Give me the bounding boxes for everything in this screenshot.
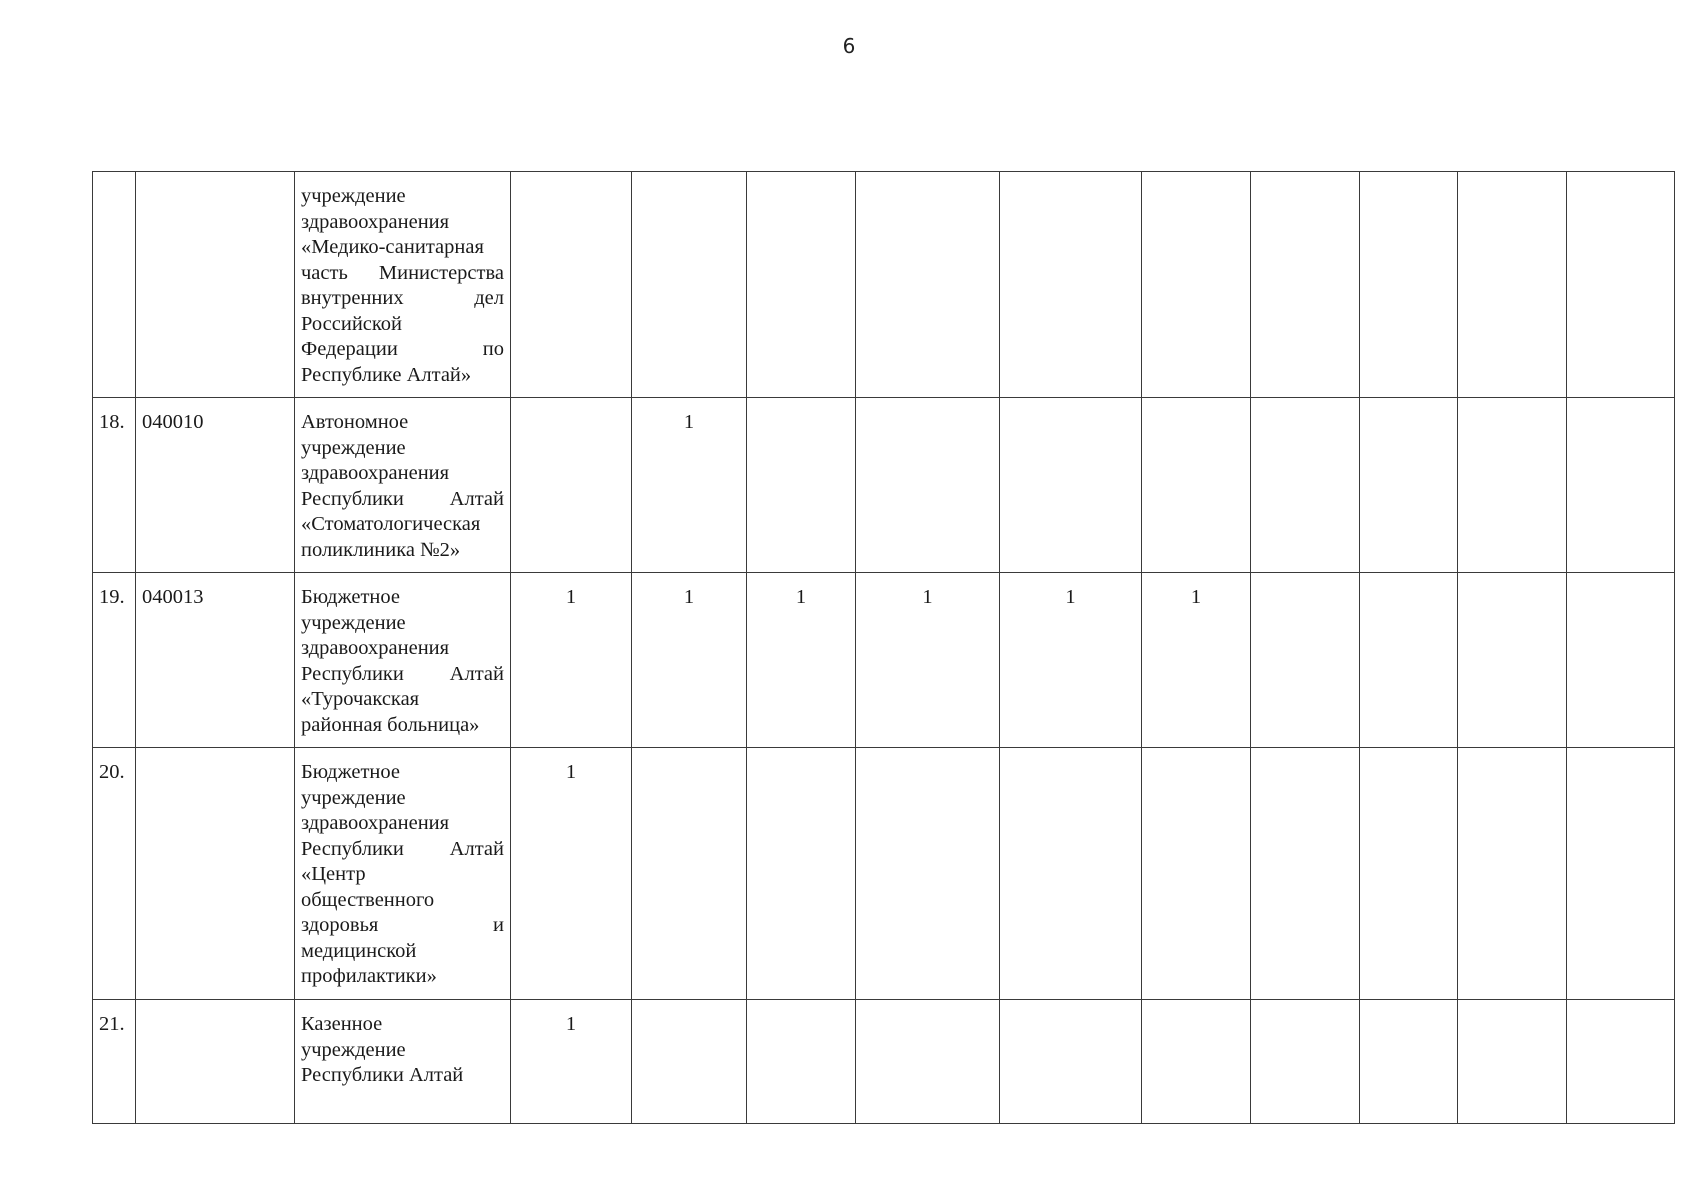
institution-name-line: районная больница» bbox=[301, 713, 480, 736]
institution-name-line: Республики Алтай bbox=[301, 1064, 464, 1086]
institution-name-line: учреждение bbox=[301, 185, 406, 207]
value-cell-col-8 bbox=[1360, 748, 1458, 1000]
table-row bbox=[93, 398, 1675, 573]
value-cell-col-2: 1 bbox=[632, 573, 747, 748]
value-cell-col-7 bbox=[1251, 172, 1360, 398]
institution-name-line: «Центр bbox=[301, 863, 366, 885]
institution-name-line: поликлиника №2» bbox=[301, 538, 461, 561]
value-cell-col-3 bbox=[747, 172, 856, 398]
value-cell-col-4: 1 bbox=[856, 573, 1000, 748]
row-number-cell: 19. bbox=[93, 573, 136, 748]
institution-name-line: Автономное bbox=[301, 411, 409, 433]
value-cell-col-1: 1 bbox=[511, 1000, 632, 1124]
value-cell-col-9 bbox=[1458, 1000, 1567, 1124]
institution-name-line: здоровья и bbox=[301, 914, 504, 936]
institution-name bbox=[301, 585, 504, 738]
value-cell-col-2 bbox=[632, 1000, 747, 1124]
value-cell-col-10 bbox=[1567, 748, 1675, 1000]
institution-name-cell bbox=[295, 573, 511, 748]
institution-name-cell bbox=[295, 398, 511, 573]
value-cell-col-2: 1 bbox=[632, 398, 747, 573]
institution-name-cell bbox=[295, 1000, 511, 1124]
value-cell-col-9 bbox=[1458, 748, 1567, 1000]
value-cell-col-8 bbox=[1360, 1000, 1458, 1124]
value-cell-col-1: 1 bbox=[511, 573, 632, 748]
institution-name-line: Казенное bbox=[301, 1013, 383, 1035]
institution-name bbox=[301, 410, 504, 563]
value-cell-col-2 bbox=[632, 748, 747, 1000]
value-cell-col-10 bbox=[1567, 1000, 1675, 1124]
value-cell-col-3 bbox=[747, 398, 856, 573]
page-number: 6 bbox=[842, 34, 856, 58]
institution-name-line: внутренних дел bbox=[301, 287, 504, 309]
value-cell-col-6: 1 bbox=[1142, 573, 1251, 748]
value-cell-col-4 bbox=[856, 748, 1000, 1000]
institution-name-line: Республике Алтай» bbox=[301, 363, 472, 386]
value-cell-col-3: 1 bbox=[747, 573, 856, 748]
value-cell-col-4 bbox=[856, 1000, 1000, 1124]
value-cell-col-5 bbox=[1000, 172, 1142, 398]
value-cell-col-5 bbox=[1000, 398, 1142, 573]
institution-name-line: «Стоматологическая bbox=[301, 513, 481, 535]
value-cell-col-5: 1 bbox=[1000, 573, 1142, 748]
value-cell-col-3 bbox=[747, 748, 856, 1000]
code-cell bbox=[136, 748, 295, 1000]
row-number-cell bbox=[93, 172, 136, 398]
institution-name-line: Российской bbox=[301, 312, 403, 335]
value-cell-col-3 bbox=[747, 1000, 856, 1124]
institution-name-line: общественного bbox=[301, 888, 435, 911]
institution-name-line: учреждение bbox=[301, 1038, 406, 1061]
value-cell-col-10 bbox=[1567, 172, 1675, 398]
value-cell-col-8 bbox=[1360, 573, 1458, 748]
institution-name-line: здравоохранения bbox=[301, 637, 450, 659]
document-table bbox=[92, 171, 1675, 1124]
institution-name-line: часть Министерства bbox=[301, 261, 504, 284]
value-cell-col-1: 1 bbox=[511, 748, 632, 1000]
institution-name bbox=[301, 184, 504, 388]
institution-name-line: здравоохранения bbox=[301, 462, 450, 484]
value-cell-col-7 bbox=[1251, 748, 1360, 1000]
value-cell-col-2 bbox=[632, 172, 747, 398]
value-cell-col-6 bbox=[1142, 748, 1251, 1000]
institution-name bbox=[301, 1012, 504, 1089]
table-row bbox=[93, 1000, 1675, 1124]
value-cell-col-6 bbox=[1142, 1000, 1251, 1124]
value-cell-col-4 bbox=[856, 398, 1000, 573]
code-cell: 040013 bbox=[136, 573, 295, 748]
institution-name-line: здравоохранения bbox=[301, 812, 450, 834]
code-cell bbox=[136, 1000, 295, 1124]
value-cell-col-1 bbox=[511, 172, 632, 398]
table-body bbox=[93, 172, 1675, 1124]
institution-name-line: Федерации по bbox=[301, 338, 504, 360]
value-cell-col-7 bbox=[1251, 573, 1360, 748]
institution-name-line: учреждение bbox=[301, 436, 406, 459]
table-row bbox=[93, 748, 1675, 1000]
institution-name-line: Бюджетное bbox=[301, 761, 400, 783]
institution-name-line: учреждение bbox=[301, 611, 406, 634]
institution-name-line: «Медико-санитарная bbox=[301, 236, 484, 258]
value-cell-col-9 bbox=[1458, 573, 1567, 748]
institution-name bbox=[301, 760, 504, 990]
institution-name-line: Республики Алтай bbox=[301, 837, 504, 860]
value-cell-col-5 bbox=[1000, 748, 1142, 1000]
institution-name-line: профилактики» bbox=[301, 965, 437, 987]
institution-name-line: медицинской bbox=[301, 939, 417, 962]
table-row bbox=[93, 172, 1675, 398]
value-cell-col-9 bbox=[1458, 398, 1567, 573]
value-cell-col-10 bbox=[1567, 573, 1675, 748]
row-number-cell: 21. bbox=[93, 1000, 136, 1124]
institution-name-cell bbox=[295, 748, 511, 1000]
table-row bbox=[93, 573, 1675, 748]
value-cell-col-8 bbox=[1360, 172, 1458, 398]
institution-name-line: Республики Алтай bbox=[301, 487, 504, 510]
value-cell-col-1 bbox=[511, 398, 632, 573]
value-cell-col-4 bbox=[856, 172, 1000, 398]
institution-name-line: Бюджетное bbox=[301, 586, 400, 608]
institution-name-line: учреждение bbox=[301, 786, 406, 809]
institution-name-line: «Турочакская bbox=[301, 688, 420, 710]
value-cell-col-8 bbox=[1360, 398, 1458, 573]
code-cell bbox=[136, 172, 295, 398]
row-number-cell: 20. bbox=[93, 748, 136, 1000]
value-cell-col-10 bbox=[1567, 398, 1675, 573]
value-cell-col-7 bbox=[1251, 398, 1360, 573]
value-cell-col-9 bbox=[1458, 172, 1567, 398]
institution-name-line: Республики Алтай bbox=[301, 662, 504, 685]
value-cell-col-6 bbox=[1142, 398, 1251, 573]
row-number-cell: 18. bbox=[93, 398, 136, 573]
value-cell-col-6 bbox=[1142, 172, 1251, 398]
institution-name-cell bbox=[295, 172, 511, 398]
value-cell-col-5 bbox=[1000, 1000, 1142, 1124]
code-cell: 040010 bbox=[136, 398, 295, 573]
institution-name-line: здравоохранения bbox=[301, 210, 450, 233]
value-cell-col-7 bbox=[1251, 1000, 1360, 1124]
